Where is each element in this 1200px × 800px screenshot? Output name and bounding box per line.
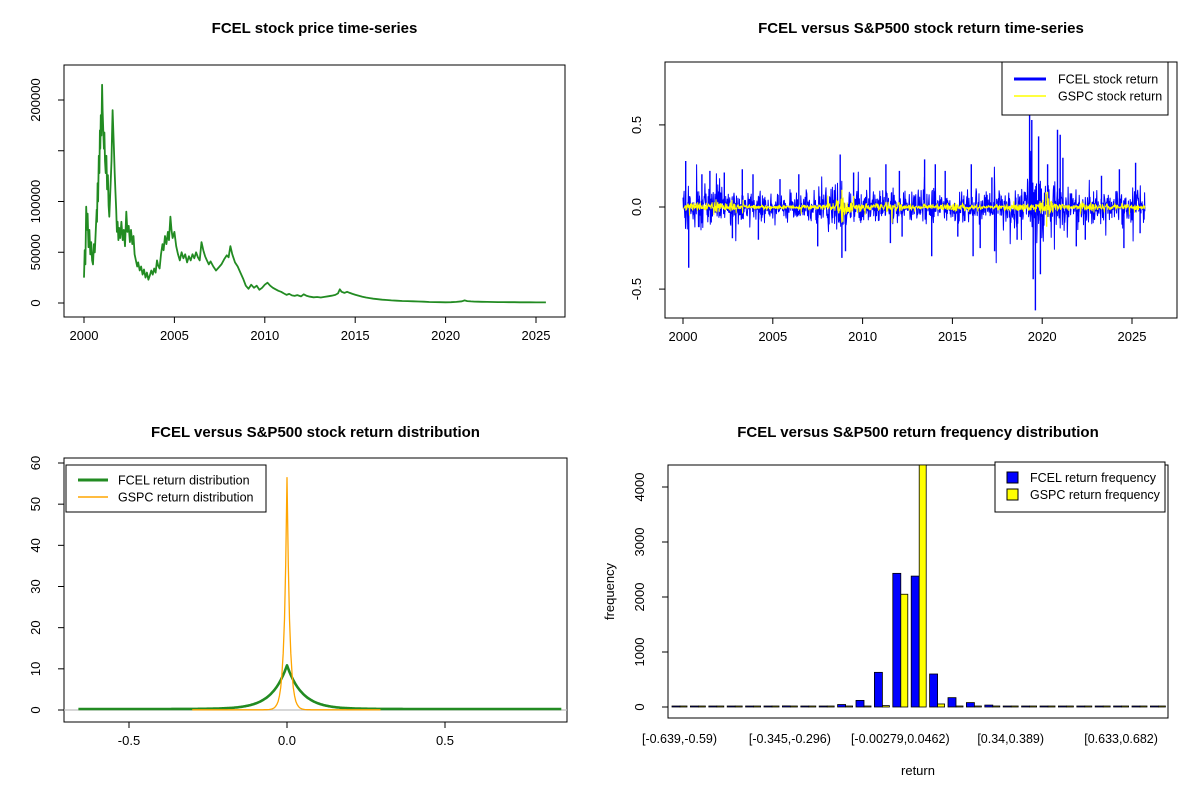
fcel-frequency-bar	[1040, 706, 1048, 707]
gspc-frequency-bar	[938, 704, 945, 707]
y-tick-label: 0	[28, 299, 43, 307]
fcel-frequency-bar	[856, 700, 864, 707]
legend-label: GSPC return frequency	[1030, 488, 1160, 502]
y-tick-label: 2000	[632, 582, 647, 612]
gspc-frequency-bar	[1140, 706, 1147, 707]
histogram-chart	[600, 400, 1200, 800]
gspc-frequency-bar	[1011, 706, 1018, 707]
x-tick-label: 2015	[937, 329, 967, 344]
y-tick-label: 20	[28, 620, 43, 635]
gspc-frequency-bar	[754, 706, 761, 707]
legend-box	[1002, 62, 1168, 115]
gspc-frequency-bar	[901, 594, 908, 707]
x-tick-label: 2015	[340, 328, 370, 343]
y-tick-label: 100000	[28, 179, 43, 224]
gspc-frequency-bar	[1103, 706, 1110, 707]
density-chart-title: FCEL versus S&P500 stock return distribution	[151, 424, 480, 441]
x-axis-title: return	[901, 763, 935, 778]
fcel-frequency-bar	[727, 706, 735, 707]
plot-box	[64, 65, 565, 317]
fcel-frequency-bar	[764, 706, 772, 707]
gspc-frequency-bar	[1122, 706, 1129, 707]
y-tick-label: 40	[28, 538, 43, 553]
fcel-frequency-bar	[1003, 706, 1011, 707]
histogram-chart-title: FCEL versus S&P500 return frequency distribution	[737, 424, 1099, 441]
x-tick-label: [0.633,0.682)	[1084, 732, 1158, 746]
gspc-frequency-bar	[974, 706, 981, 707]
gspc-frequency-bar	[882, 706, 889, 707]
returns-chart-title: FCEL versus S&P500 stock return time-series	[758, 20, 1084, 37]
gspc-frequency-bar	[1085, 706, 1092, 707]
x-tick-label: 2025	[1117, 329, 1147, 344]
y-tick-label: 3000	[632, 527, 647, 557]
fcel-frequency-bar	[911, 576, 919, 707]
legend-box	[66, 465, 266, 512]
gspc-frequency-bar	[956, 706, 963, 707]
fcel-frequency-bar	[1058, 706, 1066, 707]
x-tick-label: [-0.639,-0.59)	[641, 732, 718, 746]
gspc-frequency-bar	[1066, 706, 1073, 707]
fcel-frequency-bar	[672, 706, 680, 707]
x-tick-label: [-0.00279,0.0462)	[850, 732, 950, 746]
fcel-frequency-bar	[1095, 706, 1103, 707]
gspc-frequency-bar	[735, 706, 742, 707]
returns-chart	[600, 0, 1200, 400]
gspc-frequency-bar	[864, 706, 871, 707]
y-tick-label: 10	[28, 661, 43, 677]
x-tick-label: 2020	[431, 328, 461, 343]
density-chart	[0, 400, 600, 800]
x-tick-label: -0.5	[117, 733, 141, 748]
fcel-frequency-bar	[746, 706, 754, 707]
fcel-frequency-bar	[819, 706, 827, 707]
fcel-frequency-bar	[690, 706, 698, 707]
gspc-frequency-bar	[1158, 706, 1165, 707]
gspc-frequency-bar	[772, 706, 779, 707]
gspc-frequency-bar	[717, 706, 724, 707]
price-chart-title: FCEL stock price time-series	[211, 20, 418, 37]
y-tick-label: -0.5	[629, 277, 644, 301]
gspc-frequency-bar	[919, 465, 926, 707]
y-tick-label: 200000	[28, 78, 43, 122]
fcel-price-line	[84, 85, 546, 303]
gspc-frequency-bar	[1030, 706, 1037, 707]
x-tick-label: [0.34,0.389)	[977, 732, 1045, 746]
fcel-frequency-bar	[782, 706, 790, 707]
gspc-frequency-bar	[993, 706, 1000, 707]
legend-box	[995, 462, 1165, 512]
y-tick-label: 0	[28, 706, 43, 714]
x-tick-label: 2000	[668, 329, 698, 344]
fcel-frequency-bar	[1132, 706, 1140, 707]
gspc-frequency-bar	[698, 706, 705, 707]
x-tick-label: 0.5	[435, 733, 455, 748]
y-tick-label: 0	[632, 703, 647, 711]
fcel-frequency-bar	[948, 698, 956, 707]
legend-label: FCEL stock return	[1058, 72, 1159, 87]
gspc-frequency-bar	[846, 706, 853, 707]
gspc-frequency-bar	[827, 706, 834, 707]
fcel-frequency-bar	[1114, 706, 1122, 707]
fcel-frequency-bar	[966, 703, 974, 707]
y-tick-label: 0.5	[629, 115, 644, 134]
legend-label: FCEL return distribution	[118, 473, 250, 488]
y-axis-title: frequency	[602, 562, 617, 621]
y-tick-label: 4000	[632, 472, 647, 502]
x-tick-label: 2010	[250, 328, 280, 343]
x-tick-label: 2000	[69, 328, 99, 343]
gspc-frequency-bar	[790, 706, 797, 707]
y-tick-label: 60	[28, 455, 43, 471]
legend-swatch	[1007, 472, 1018, 483]
fcel-frequency-bar	[874, 672, 882, 707]
fcel-frequency-bar	[985, 705, 993, 707]
legend-label: GSPC stock return	[1058, 89, 1163, 104]
legend-label: GSPC return distribution	[118, 490, 254, 505]
fcel-frequency-bar	[893, 573, 901, 707]
legend-label: FCEL return frequency	[1030, 471, 1156, 485]
fcel-frequency-bar	[930, 674, 938, 707]
y-tick-label: 50000	[28, 234, 43, 271]
y-tick-label: 0.0	[629, 197, 644, 217]
x-tick-label: 2005	[758, 329, 788, 344]
fcel-return-density	[78, 665, 561, 709]
x-tick-label: 2020	[1027, 329, 1057, 344]
x-tick-label: [-0.345,-0.296)	[748, 732, 831, 746]
x-tick-label: 0.0	[277, 733, 297, 748]
fcel-frequency-bar	[838, 705, 846, 707]
price-chart	[0, 0, 600, 400]
fcel-frequency-bar	[1077, 706, 1085, 707]
legend-swatch	[1007, 489, 1018, 500]
y-tick-label: 30	[28, 579, 43, 594]
x-tick-label: 2005	[159, 328, 189, 343]
fcel-frequency-bar	[1022, 706, 1030, 707]
gspc-frequency-bar	[680, 706, 687, 707]
fcel-frequency-bar	[801, 706, 809, 707]
fcel-frequency-bar	[709, 706, 717, 707]
fcel-frequency-bar	[1150, 706, 1158, 707]
x-tick-label: 2010	[848, 329, 878, 344]
y-tick-label: 50	[28, 496, 43, 512]
x-tick-label: 2025	[521, 328, 551, 343]
y-tick-label: 1000	[632, 637, 647, 667]
gspc-frequency-bar	[809, 706, 816, 707]
gspc-frequency-bar	[1048, 706, 1055, 707]
